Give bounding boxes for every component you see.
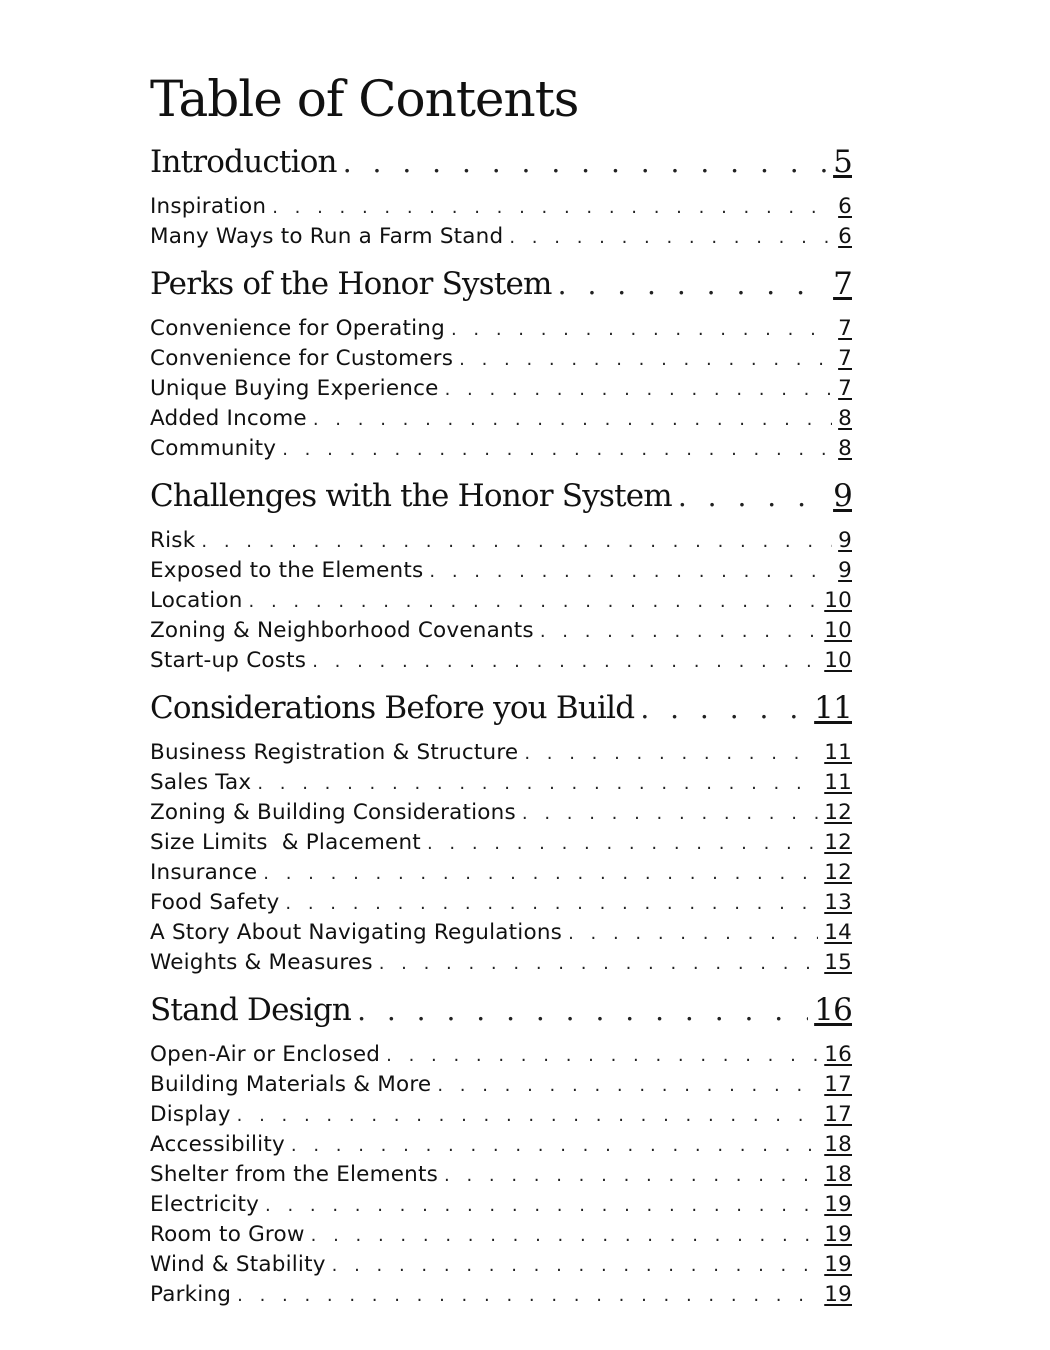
toc-entry[interactable]	[150, 526, 852, 556]
toc-heading-label: Challenges with the Honor System	[150, 478, 672, 514]
toc-page-link[interactable]: 11	[814, 690, 852, 726]
dot-leader	[509, 223, 832, 253]
toc-entry[interactable]	[150, 948, 852, 978]
toc-entry-label: Location	[150, 588, 243, 613]
toc-page-link[interactable]: 10	[824, 588, 852, 613]
toc-page-link[interactable]: 12	[824, 860, 852, 885]
toc-page-link[interactable]: 19	[824, 1222, 852, 1247]
toc-page-link[interactable]: 7	[838, 316, 852, 341]
dot-leader	[311, 1221, 819, 1251]
toc-entry-label: Open-Air or Enclosed	[150, 1042, 381, 1067]
toc-heading[interactable]	[150, 986, 852, 1034]
toc-section-perks	[150, 260, 852, 464]
toc-entry-label: Wind & Stability	[150, 1252, 326, 1277]
toc-entry-label: Added Income	[150, 406, 307, 431]
toc-page-link[interactable]: 9	[838, 558, 852, 583]
toc-page-link[interactable]: 10	[824, 648, 852, 673]
toc-entry[interactable]	[150, 434, 852, 464]
toc-entry[interactable]	[150, 222, 852, 252]
toc-page-link[interactable]: 9	[838, 528, 852, 553]
toc-entry-label: Many Ways to Run a Farm Stand	[150, 224, 504, 249]
toc-heading[interactable]	[150, 472, 852, 520]
dot-leader	[343, 139, 827, 187]
toc-page-link[interactable]: 11	[824, 740, 852, 765]
toc-heading[interactable]	[150, 260, 852, 308]
dot-leader	[357, 987, 808, 1035]
dot-leader	[285, 889, 818, 919]
toc-entry-label: Insurance	[150, 860, 258, 885]
toc-entry-label: Sales Tax	[150, 770, 252, 795]
dot-leader	[249, 587, 819, 617]
toc-entry-label: Display	[150, 1102, 231, 1127]
toc-entry[interactable]	[150, 1280, 852, 1310]
toc-page-link[interactable]: 17	[824, 1072, 852, 1097]
page-title: Table of Contents	[150, 70, 579, 128]
dot-leader	[459, 345, 832, 375]
toc-entry[interactable]	[150, 1070, 852, 1100]
toc-entry[interactable]	[150, 586, 852, 616]
dot-leader	[237, 1101, 819, 1131]
toc-entry[interactable]	[150, 738, 852, 768]
toc-entry[interactable]	[150, 828, 852, 858]
dot-leader	[429, 557, 832, 587]
toc-entry[interactable]	[150, 1100, 852, 1130]
toc-entry[interactable]	[150, 404, 852, 434]
dot-leader	[257, 769, 818, 799]
toc-entry[interactable]	[150, 888, 852, 918]
dot-leader	[263, 859, 818, 889]
toc-heading[interactable]	[150, 684, 852, 732]
toc-heading-label: Considerations Before you Build	[150, 690, 635, 726]
toc-entry-label: Zoning & Building Considerations	[150, 800, 516, 825]
toc-entry-label: Exposed to the Elements	[150, 558, 424, 583]
toc-page-link[interactable]: 10	[824, 618, 852, 643]
toc-page-link[interactable]: 14	[824, 920, 852, 945]
dot-leader	[451, 315, 832, 345]
toc-page-link[interactable]: 8	[838, 436, 852, 461]
toc-page-link[interactable]: 18	[824, 1162, 852, 1187]
dot-leader	[524, 739, 818, 769]
toc-page-link[interactable]: 15	[824, 950, 852, 975]
dot-leader	[265, 1191, 818, 1221]
dot-leader	[437, 1071, 818, 1101]
toc-heading[interactable]	[150, 138, 852, 186]
toc-heading-label: Perks of the Honor System	[150, 266, 552, 302]
dot-leader	[640, 685, 808, 733]
toc-page-link[interactable]: 16	[814, 992, 852, 1028]
toc-entry[interactable]	[150, 1130, 852, 1160]
toc-entry-label: Convenience for Operating	[150, 316, 445, 341]
toc-page-link[interactable]: 16	[824, 1042, 852, 1067]
toc-entry[interactable]	[150, 1190, 852, 1220]
toc-page-link[interactable]: 7	[838, 376, 852, 401]
toc-page-link[interactable]: 6	[838, 194, 852, 219]
dot-leader	[386, 1041, 818, 1071]
dot-leader	[444, 1161, 818, 1191]
dot-leader	[379, 949, 819, 979]
dot-leader	[678, 473, 827, 521]
dot-leader	[568, 919, 818, 949]
toc-entry-label: Food Safety	[150, 890, 280, 915]
toc-page-link[interactable]: 12	[824, 800, 852, 825]
toc-entry[interactable]	[150, 374, 852, 404]
toc-section-stand-design	[150, 986, 852, 1310]
toc-page-link[interactable]: 9	[833, 478, 852, 514]
toc-entry-label: Inspiration	[150, 194, 267, 219]
toc-entry-label: Zoning & Neighborhood Covenants	[150, 618, 534, 643]
toc-entry-label: Unique Buying Experience	[150, 376, 439, 401]
toc-page-link[interactable]: 18	[824, 1132, 852, 1157]
toc-page-link[interactable]: 8	[838, 406, 852, 431]
toc-page-link[interactable]: 13	[824, 890, 852, 915]
toc-heading-label: Introduction	[150, 144, 337, 180]
dot-leader	[332, 1251, 819, 1281]
toc-entry-label: A Story About Navigating Regulations	[150, 920, 563, 945]
toc-entry-label: Risk	[150, 528, 196, 553]
toc-entry-label: Business Registration & Structure	[150, 740, 519, 765]
toc-entry[interactable]	[150, 798, 852, 828]
dot-leader	[522, 799, 818, 829]
toc-entry[interactable]	[150, 192, 852, 222]
toc-entry-label: Building Materials & More	[150, 1072, 432, 1097]
toc-entry[interactable]	[150, 768, 852, 798]
toc-entry-label: Parking	[150, 1282, 232, 1307]
toc-page-link[interactable]: 11	[824, 770, 852, 795]
dot-leader	[445, 375, 833, 405]
toc-entry-label: Convenience for Customers	[150, 346, 454, 371]
toc-entry[interactable]	[150, 646, 852, 676]
toc-page-link[interactable]: 19	[824, 1192, 852, 1217]
toc-section-introduction	[150, 138, 852, 252]
toc-entry[interactable]	[150, 314, 852, 344]
toc-entry-label: Weights & Measures	[150, 950, 373, 975]
toc-entry-label: Shelter from the Elements	[150, 1162, 439, 1187]
toc-entry[interactable]	[150, 1040, 852, 1070]
dot-leader	[427, 829, 818, 859]
toc-entry-label: Start-up Costs	[150, 648, 307, 673]
toc-page-link[interactable]: 6	[838, 224, 852, 249]
toc-page-link[interactable]: 19	[824, 1252, 852, 1277]
dot-leader	[272, 193, 832, 223]
toc-entry[interactable]	[150, 1250, 852, 1280]
toc-entry-label: Accessibility	[150, 1132, 285, 1157]
dot-leader	[540, 617, 818, 647]
toc-section-challenges	[150, 472, 852, 676]
toc-entry[interactable]	[150, 918, 852, 948]
toc-entry-label: Size Limits & Placement	[150, 830, 421, 855]
toc-entry[interactable]	[150, 556, 852, 586]
dot-leader	[312, 647, 818, 677]
dot-leader	[558, 261, 827, 309]
toc-entry-label: Room to Grow	[150, 1222, 305, 1247]
toc-page-link[interactable]: 7	[833, 266, 852, 302]
toc-entry[interactable]	[150, 344, 852, 374]
dot-leader	[237, 1281, 818, 1311]
dot-leader	[201, 527, 832, 557]
dot-leader	[291, 1131, 818, 1161]
toc-entry[interactable]	[150, 1160, 852, 1190]
dot-leader	[313, 405, 832, 435]
dot-leader	[282, 435, 832, 465]
toc-page	[150, 66, 852, 1310]
toc-page-link[interactable]: 7	[838, 346, 852, 371]
toc-entry[interactable]	[150, 1220, 852, 1250]
toc-heading-label: Stand Design	[150, 992, 352, 1028]
toc-page-link[interactable]: 19	[824, 1282, 852, 1307]
toc-entry-label: Community	[150, 436, 277, 461]
toc-section-considerations	[150, 684, 852, 978]
toc-page-link[interactable]: 17	[824, 1102, 852, 1127]
toc-entry-label: Electricity	[150, 1192, 259, 1217]
toc-page-link[interactable]: 5	[833, 144, 852, 180]
toc-page-link[interactable]: 12	[824, 830, 852, 855]
toc-entry[interactable]	[150, 616, 852, 646]
toc-entry[interactable]	[150, 858, 852, 888]
